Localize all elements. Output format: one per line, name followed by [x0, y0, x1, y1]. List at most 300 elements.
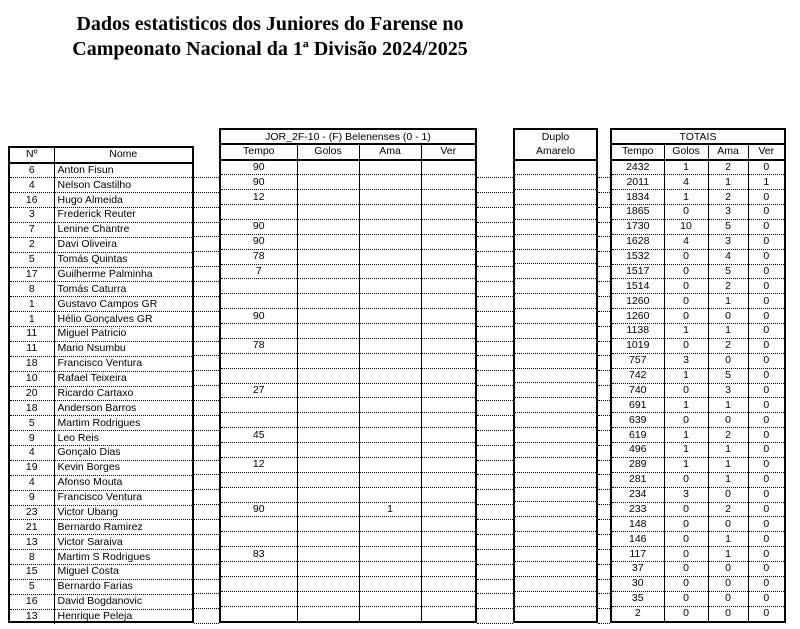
game-ver — [421, 249, 475, 264]
duplo-amarelo-cell — [515, 249, 596, 264]
table-row — [612, 562, 784, 577]
table-row — [10, 550, 192, 565]
table-row — [515, 576, 596, 591]
total-tempo: 234 — [612, 487, 664, 502]
table-row — [515, 249, 596, 264]
table-row — [10, 237, 192, 252]
game-ama — [359, 294, 421, 309]
total-ama: 2 — [708, 338, 748, 353]
total-ama: 0 — [708, 487, 748, 502]
dotted-leader — [477, 446, 513, 461]
duplo-amarelo-cell — [515, 175, 596, 190]
header-tempo: Tempo — [221, 145, 297, 160]
game-ama — [359, 219, 421, 234]
game-ama — [359, 338, 421, 353]
dotted-leader — [477, 252, 513, 267]
table-row — [612, 294, 784, 309]
total-tempo: 2432 — [612, 160, 664, 175]
dotted-leader — [194, 401, 219, 416]
game-golos — [297, 532, 359, 547]
gap-dots-2 — [477, 163, 513, 624]
player-name: Martim S Rodrigues — [54, 550, 192, 565]
page-title — [0, 12, 540, 62]
table-row — [221, 190, 475, 205]
player-name: Francisco Ventura — [54, 490, 192, 505]
game-ver — [421, 175, 475, 190]
table-row — [10, 327, 192, 342]
table-row — [515, 309, 596, 324]
table-row — [515, 338, 596, 353]
game-tempo: 27 — [221, 383, 297, 398]
player-name: Leo Reis — [54, 431, 192, 446]
table-row — [612, 324, 784, 339]
total-ama: 2 — [708, 279, 748, 294]
game-ama — [359, 532, 421, 547]
total-ver: 0 — [748, 428, 784, 443]
table-row — [612, 532, 784, 547]
total-ama: 5 — [708, 368, 748, 383]
header-duplo: Duplo — [541, 130, 570, 143]
dotted-leader — [598, 431, 610, 446]
dotted-leader — [194, 223, 219, 238]
duplo-amarelo-cell — [515, 472, 596, 487]
dotted-leader — [598, 505, 610, 520]
dotted-leader — [477, 356, 513, 371]
total-golos: 1 — [664, 428, 708, 443]
game-ver — [421, 324, 475, 339]
table-row — [612, 219, 784, 234]
total-golos: 0 — [664, 294, 708, 309]
header-amarelo: Amarelo — [515, 145, 596, 160]
total-ama: 1 — [708, 398, 748, 413]
game-tempo — [221, 398, 297, 413]
table-row — [515, 368, 596, 383]
game-ver — [421, 428, 475, 443]
player-number: 11 — [10, 341, 54, 356]
dotted-leader — [598, 594, 610, 609]
game-ama — [359, 249, 421, 264]
dotted-leader — [194, 371, 219, 386]
total-tempo: 117 — [612, 547, 664, 562]
table-row — [515, 294, 596, 309]
total-golos: 0 — [664, 205, 708, 220]
table-row — [515, 413, 596, 428]
table-row — [515, 264, 596, 279]
table-row — [221, 205, 475, 220]
table-row — [10, 490, 192, 505]
game-ver — [421, 591, 475, 606]
table-row — [515, 547, 596, 562]
header-total-golos: Golos — [664, 145, 708, 160]
game-ver — [421, 279, 475, 294]
dotted-leader — [194, 356, 219, 371]
header-num: Nº — [10, 148, 54, 163]
player-number: 5 — [10, 252, 54, 267]
game-ama — [359, 160, 421, 175]
dotted-leader — [598, 401, 610, 416]
dotted-leader — [477, 550, 513, 565]
total-golos: 1 — [664, 324, 708, 339]
player-number: 8 — [10, 550, 54, 565]
player-number: 1 — [10, 297, 54, 312]
duplo-amarelo-cell — [515, 398, 596, 413]
total-ver: 0 — [748, 234, 784, 249]
game-tempo — [221, 353, 297, 368]
game-ver — [421, 472, 475, 487]
dotted-leader — [477, 312, 513, 327]
table-row — [221, 517, 475, 532]
player-name: Rafael Teixeira — [54, 371, 192, 386]
player-name: Anton Fisun — [54, 163, 192, 178]
game-golos — [297, 457, 359, 472]
game-tempo — [221, 324, 297, 339]
game-golos — [297, 502, 359, 517]
game-golos — [297, 309, 359, 324]
totals-table — [610, 143, 786, 623]
dotted-leader — [598, 193, 610, 208]
gap-dots-1 — [194, 163, 219, 624]
game-ver — [421, 443, 475, 458]
game-ver — [421, 457, 475, 472]
table-row — [10, 401, 192, 416]
table-row — [515, 190, 596, 205]
dotted-leader — [194, 431, 219, 446]
table-row — [10, 222, 192, 237]
table-row — [515, 398, 596, 413]
dotted-leader — [598, 223, 610, 238]
dotted-leader — [598, 327, 610, 342]
game-ver — [421, 294, 475, 309]
game-ver — [421, 517, 475, 532]
game-ama — [359, 175, 421, 190]
total-ver: 0 — [748, 517, 784, 532]
dotted-leader — [194, 594, 219, 609]
duplo-amarelo-cell — [515, 338, 596, 353]
table-row — [515, 517, 596, 532]
total-golos: 0 — [664, 547, 708, 562]
total-ver: 0 — [748, 457, 784, 472]
total-ver: 0 — [748, 443, 784, 458]
game-tempo: 90 — [221, 219, 297, 234]
game-ver — [421, 532, 475, 547]
game-golos — [297, 487, 359, 502]
table-row — [10, 520, 192, 535]
table-row — [10, 579, 192, 594]
header-name: Nome — [54, 148, 192, 163]
player-number: 20 — [10, 386, 54, 401]
table-row — [515, 606, 596, 621]
table-row — [10, 371, 192, 386]
total-tempo: 2 — [612, 606, 664, 621]
duplo-amarelo-table — [513, 128, 598, 623]
total-ver: 0 — [748, 249, 784, 264]
total-ver: 0 — [748, 398, 784, 413]
player-number: 4 — [10, 178, 54, 193]
dotted-leader — [598, 297, 610, 312]
total-golos: 4 — [664, 175, 708, 190]
total-ama: 3 — [708, 234, 748, 249]
game-ver — [421, 576, 475, 591]
game-ama — [359, 368, 421, 383]
game-golos — [297, 368, 359, 383]
dotted-leader — [477, 282, 513, 297]
total-ver: 0 — [748, 264, 784, 279]
dotted-leader — [598, 237, 610, 252]
dotted-leader — [477, 565, 513, 580]
table-row — [612, 234, 784, 249]
table-row — [612, 264, 784, 279]
total-golos: 0 — [664, 472, 708, 487]
game-ver — [421, 502, 475, 517]
game-ama — [359, 457, 421, 472]
game-ver — [421, 398, 475, 413]
table-row — [10, 341, 192, 356]
duplo-amarelo-cell — [515, 606, 596, 621]
duplo-amarelo-cell — [515, 383, 596, 398]
dotted-leader — [477, 386, 513, 401]
totais-title: TOTAIS — [679, 131, 717, 143]
table-row — [515, 532, 596, 547]
game-tempo: 78 — [221, 249, 297, 264]
total-tempo: 742 — [612, 368, 664, 383]
total-ama: 1 — [708, 324, 748, 339]
total-ama: 2 — [708, 190, 748, 205]
duplo-amarelo-cell — [515, 294, 596, 309]
player-name: Miguel Patricio — [54, 327, 192, 342]
dotted-leader — [598, 386, 610, 401]
total-tempo: 740 — [612, 383, 664, 398]
game-golos — [297, 428, 359, 443]
duplo-amarelo-cell — [515, 487, 596, 502]
player-name: Martim Rodrigues — [54, 416, 192, 431]
table-row — [10, 312, 192, 327]
total-ama: 0 — [708, 413, 748, 428]
game-ama — [359, 234, 421, 249]
game-tempo — [221, 413, 297, 428]
total-golos: 0 — [664, 532, 708, 547]
total-tempo: 289 — [612, 457, 664, 472]
table-row — [221, 234, 475, 249]
dotted-leader — [477, 193, 513, 208]
total-tempo: 35 — [612, 591, 664, 606]
game-golos — [297, 205, 359, 220]
total-golos: 0 — [664, 279, 708, 294]
header-ver: Ver — [421, 145, 475, 160]
dotted-leader — [194, 386, 219, 401]
game-golos — [297, 219, 359, 234]
table-row — [612, 398, 784, 413]
game-ama — [359, 309, 421, 324]
dotted-leader — [598, 446, 610, 461]
player-number: 21 — [10, 520, 54, 535]
game-ver — [421, 234, 475, 249]
dotted-leader — [477, 297, 513, 312]
total-ama: 0 — [708, 309, 748, 324]
game-tempo — [221, 606, 297, 621]
game-golos — [297, 279, 359, 294]
dotted-leader — [598, 490, 610, 505]
table-row — [612, 547, 784, 562]
table-row — [612, 190, 784, 205]
total-tempo: 146 — [612, 532, 664, 547]
dotted-leader — [477, 594, 513, 609]
dotted-leader — [598, 416, 610, 431]
player-number: 1 — [10, 312, 54, 327]
game-ama — [359, 517, 421, 532]
game-tempo: 90 — [221, 160, 297, 175]
player-name: Mario Nsumbu — [54, 341, 192, 356]
dotted-leader — [477, 178, 513, 193]
table-row — [221, 249, 475, 264]
table-row — [515, 219, 596, 234]
game-golos — [297, 190, 359, 205]
player-name: Nelson Castilho — [54, 178, 192, 193]
total-tempo: 37 — [612, 562, 664, 577]
total-ama: 1 — [708, 294, 748, 309]
dotted-leader — [477, 461, 513, 476]
game-ver — [421, 606, 475, 621]
player-name: Afonso Mouta — [54, 475, 192, 490]
duplo-amarelo-cell — [515, 428, 596, 443]
total-ama: 5 — [708, 219, 748, 234]
dotted-leader — [477, 520, 513, 535]
table-row — [221, 562, 475, 577]
table-row — [10, 431, 192, 446]
duplo-amarelo-cell — [515, 190, 596, 205]
total-tempo: 30 — [612, 576, 664, 591]
duplo-amarelo-cell — [515, 160, 596, 175]
duplo-amarelo-cell — [515, 561, 596, 576]
total-tempo: 233 — [612, 502, 664, 517]
table-row — [515, 323, 596, 338]
table-row — [10, 416, 192, 431]
total-ama: 1 — [708, 532, 748, 547]
table-row — [612, 309, 784, 324]
game-ver — [421, 413, 475, 428]
dotted-leader — [194, 312, 219, 327]
player-number: 17 — [10, 267, 54, 282]
game-ver — [421, 205, 475, 220]
game-ama — [359, 576, 421, 591]
table-row — [515, 234, 596, 249]
table-row — [515, 487, 596, 502]
total-ama: 3 — [708, 205, 748, 220]
player-number: 2 — [10, 237, 54, 252]
table-row — [612, 591, 784, 606]
game-ama — [359, 472, 421, 487]
player-name: Kevin Borges — [54, 460, 192, 475]
player-number: 4 — [10, 475, 54, 490]
dotted-leader — [598, 520, 610, 535]
total-tempo: 1138 — [612, 324, 664, 339]
total-ver: 0 — [763, 607, 770, 620]
total-ver: 0 — [748, 160, 784, 175]
total-golos: 0 — [664, 309, 708, 324]
player-number: 16 — [10, 594, 54, 609]
table-row — [612, 502, 784, 517]
table-row — [612, 487, 784, 502]
table-row — [612, 160, 784, 175]
duplo-amarelo-cell — [515, 204, 596, 219]
dotted-leader — [194, 490, 219, 505]
dotted-leader — [194, 237, 219, 252]
dotted-leader — [477, 490, 513, 505]
game-ama — [359, 324, 421, 339]
table-row — [612, 472, 784, 487]
total-tempo: 1532 — [612, 249, 664, 264]
total-ver: 0 — [748, 532, 784, 547]
dotted-leader — [194, 297, 219, 312]
game-ver — [421, 562, 475, 577]
table-row — [515, 279, 596, 294]
game-tempo — [221, 517, 297, 532]
total-tempo: 1628 — [612, 234, 664, 249]
total-ver: 0 — [748, 353, 784, 368]
total-golos: 0 — [664, 338, 708, 353]
game-ver — [421, 338, 475, 353]
table-row — [612, 338, 784, 353]
dotted-leader — [477, 505, 513, 520]
total-ama: 1 — [708, 547, 748, 562]
total-tempo: 1260 — [612, 309, 664, 324]
table-row — [221, 294, 475, 309]
player-number: 16 — [10, 193, 54, 208]
total-golos: 0 — [664, 383, 708, 398]
player-name: Gustavo Campos GR — [54, 297, 192, 312]
game-ama — [359, 190, 421, 205]
total-golos: 3 — [664, 353, 708, 368]
game-golos — [297, 353, 359, 368]
table-row — [221, 443, 475, 458]
table-row — [221, 279, 475, 294]
game-golos — [297, 547, 359, 562]
game-tempo — [221, 487, 297, 502]
dotted-leader — [477, 401, 513, 416]
game-ver — [421, 160, 475, 175]
dotted-leader — [598, 208, 610, 223]
total-tempo: 1865 — [612, 205, 664, 220]
game-tempo: 90 — [221, 234, 297, 249]
total-ama: 1 — [708, 457, 748, 472]
dotted-leader — [194, 475, 219, 490]
player-number: 15 — [10, 565, 54, 580]
player-name: Guilherme Palminha — [54, 267, 192, 282]
table-row — [221, 576, 475, 591]
table-row — [612, 368, 784, 383]
player-name: Bernardo Farias — [54, 579, 192, 594]
total-ver: 1 — [748, 175, 784, 190]
game-ama — [359, 443, 421, 458]
dotted-leader — [194, 550, 219, 565]
dotted-leader — [477, 535, 513, 550]
game-ama — [359, 398, 421, 413]
dotted-leader — [598, 461, 610, 476]
table-row — [221, 264, 475, 279]
dotted-leader — [598, 282, 610, 297]
table-row — [10, 267, 192, 282]
game-ver — [421, 264, 475, 279]
game-ver — [421, 487, 475, 502]
total-ama: 0 — [708, 591, 748, 606]
gap-dots-3 — [598, 163, 610, 624]
table-row — [221, 160, 475, 175]
total-golos: 0 — [664, 591, 708, 606]
table-row — [612, 279, 784, 294]
game-golos — [297, 338, 359, 353]
table-row — [515, 353, 596, 368]
dotted-leader — [477, 237, 513, 252]
game-ama — [359, 205, 421, 220]
